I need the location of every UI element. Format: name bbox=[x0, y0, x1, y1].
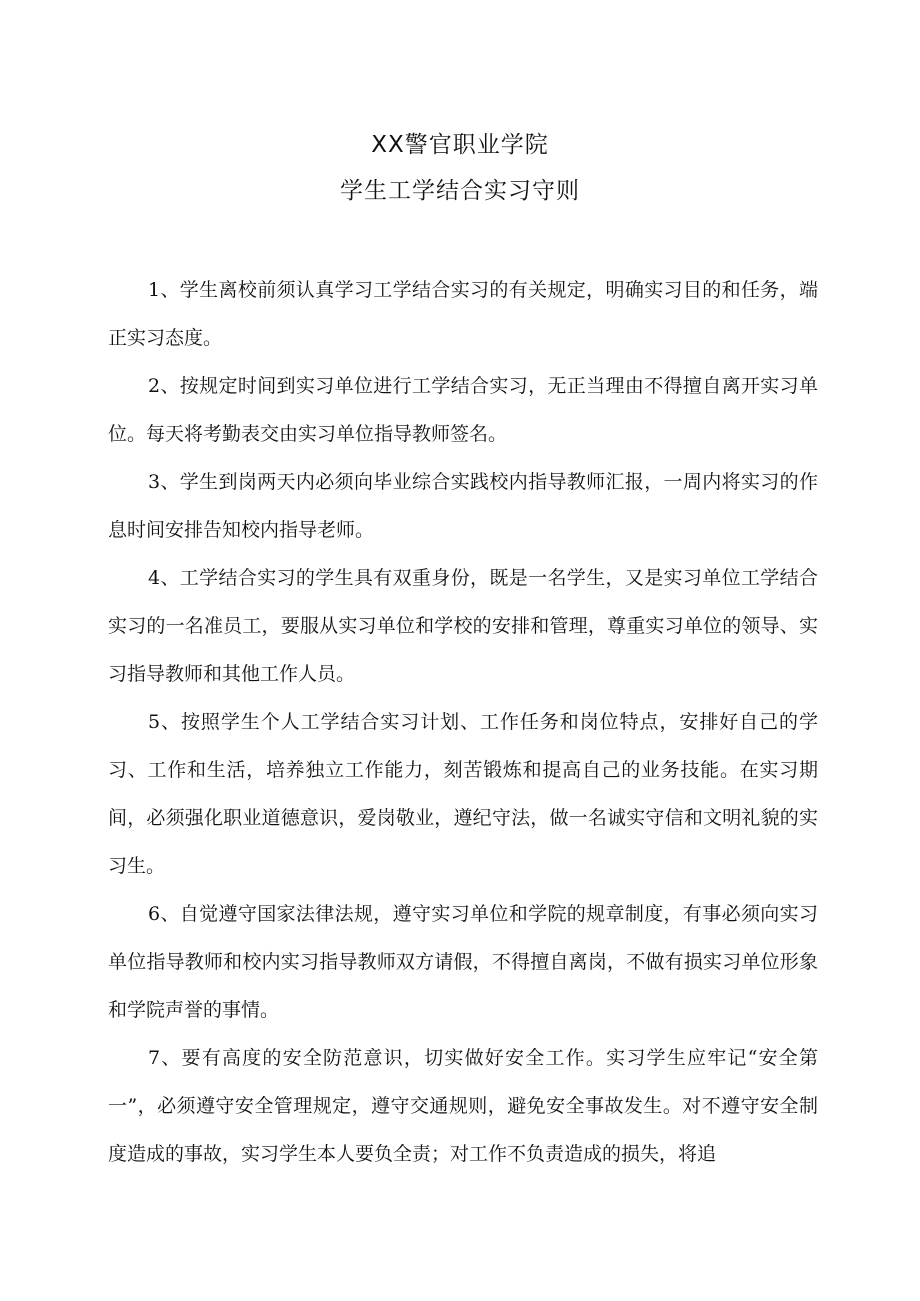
title-institution: XX警官职业学院 bbox=[371, 132, 549, 158]
rule-paragraph-6: 6、自觉遵守国家法律法规，遵守实习单位和学院的规章制度，有事必须向实习单位指导教师和校内实习指导教师双方请假，不得擅自离岗，不做有损实习单位形象和学院声誉的事情。 bbox=[108, 903, 818, 1021]
rule-paragraph-1: 1、学生离校前须认真学习工学结合实习的有关规定，明确实习目的和任务，端正实习态度。 bbox=[108, 279, 818, 349]
rule-paragraph-7: 7、要有高度的安全防范意识，切实做好安全工作。实习学生应牢记“安全第一”，必须遵守安全管理规定，遵守交通规则，避免安全事故发生。对不遵守安全制度造成的事故，实习学生本人要负全责；对工作不负责造成的损失，将追 bbox=[108, 1047, 818, 1165]
document-title bbox=[0, 122, 920, 214]
rule-paragraph-5: 5、按照学生个人工学结合实习计划、工作任务和岗位特点，安排好自己的学习、工作和生活，培养独立工作能力，刻苦锻炼和提高自己的业务技能。在实习期间，必须强化职业道德意识，爱岗敬业，遵纪守法，做一名诚实守信和文明礼貌的实习生。 bbox=[108, 711, 818, 877]
rule-paragraph-3: 3、学生到岗两天内必须向毕业综合实践校内指导教师汇报，一周内将实习的作息时间安排告知校内指导老师。 bbox=[108, 471, 818, 541]
document-body bbox=[108, 266, 818, 1178]
title-subject: 学生工学结合实习守则 bbox=[340, 178, 580, 204]
rule-paragraph-2: 2、按规定时间到实习单位进行工学结合实习，无正当理由不得擅自离开实习单位。每天将考勤表交由实习单位指导教师签名。 bbox=[108, 375, 818, 445]
rule-paragraph-4: 4、工学结合实习的学生具有双重身份，既是一名学生，又是实习单位工学结合实习的一名准员工，要服从实习单位和学校的安排和管理，尊重实习单位的领导、实习指导教师和其他工作人员。 bbox=[108, 567, 818, 685]
